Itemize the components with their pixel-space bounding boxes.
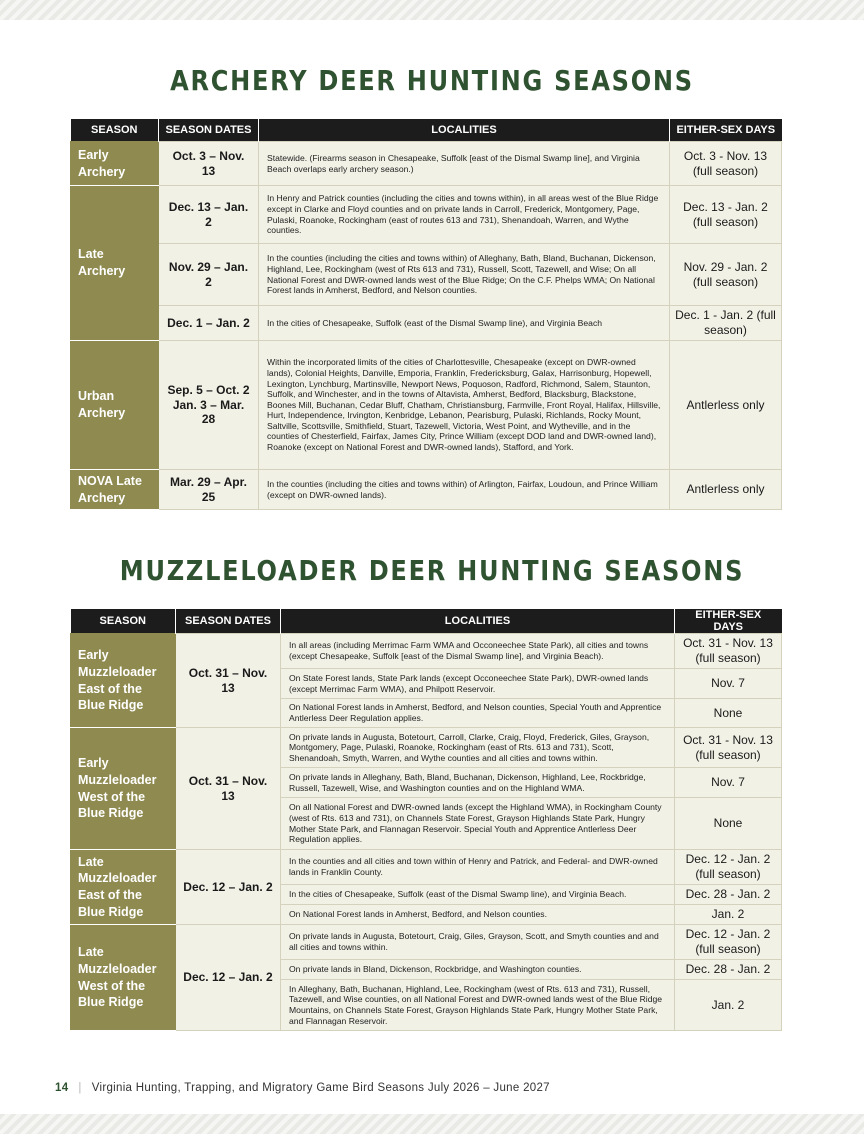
table-header-row: [71, 609, 782, 634]
either-sex-days: None: [675, 699, 782, 728]
either-sex-days: Oct. 31 - Nov. 13 (full season): [675, 634, 782, 669]
season-name: NOVA Late Archery: [71, 470, 159, 510]
table-row: [71, 850, 782, 885]
season-dates: Oct. 31 – Nov. 13: [176, 728, 281, 850]
season-name: Late Archery: [71, 186, 159, 341]
season-name: Late Muzzleloader East of the Blue Ridge: [71, 850, 176, 925]
either-sex-days: Jan. 2: [675, 905, 782, 925]
season-name: Early Archery: [71, 142, 159, 186]
muzzleloader-section-title: MUZZLELOADER DEER HUNTING SEASONS: [119, 554, 745, 587]
localities-cell: In the counties (including the cities and towns within) of Alleghany, Bath, Bland, Buchanan, Dickenson, Highland, Lee, Rockingham (west of Rts 613 and 731), Russell, Scott, Tazewell, and Wise; On all National Forest and DWR-owned lands west of the Blue Ridge; On the C.F. Phelps WMA; On National Forest lands in Amherst, Bedford, and Nelson counties.: [259, 244, 670, 306]
table-row: [71, 728, 782, 768]
localities-cell: Statewide. (Firearms season in Chesapeake, Suffolk [east of the Dismal Swamp line], and Virginia Beach overlaps early archery season.): [259, 142, 670, 186]
header-localities: LOCALITIES: [259, 119, 670, 142]
header-either-sex-days: EITHER-SEX DAYS: [675, 609, 782, 634]
footer-separator: |: [78, 1082, 82, 1094]
localities-cell: On State Forest lands, State Park lands (except Occoneechee State Park), DWR-owned lands (except Merrimac Farm WMA), and Philpott Reservoir.: [281, 669, 675, 699]
either-sex-days: Jan. 2: [675, 980, 782, 1031]
localities-cell: In Henry and Patrick counties (including the cities and towns within), in all areas west of the Blue Ridge except in Clarke and Floyd counties and on private lands in Carroll, Frederick, Montgomery, Page, Pulaski, Roanoke, Rockingham (east of routes 613 and 731), Shenandoah, Warren, and Wythe counties.: [259, 186, 670, 244]
header-season-dates: SEASON DATES: [159, 119, 259, 142]
season-name: Early Muzzleloader West of the Blue Ridge: [71, 728, 176, 850]
localities-cell: On private lands in Bland, Dickenson, Rockbridge, and Washington counties.: [281, 960, 675, 980]
header-either-sex-days: EITHER-SEX DAYS: [670, 119, 782, 142]
archery-section-title: ARCHERY DEER HUNTING SEASONS: [170, 64, 694, 97]
season-dates: Dec. 13 – Jan. 2: [159, 186, 259, 244]
season-dates: Oct. 3 – Nov. 13: [159, 142, 259, 186]
localities-cell: On private lands in Augusta, Botetourt, Craig, Giles, Grayson, Scott, and Smyth counties and and all cities and towns within.: [281, 925, 675, 960]
header-season: SEASON: [71, 119, 159, 142]
season-dates: Dec. 12 – Jan. 2: [176, 850, 281, 925]
season-dates: [159, 341, 259, 470]
localities-cell: On National Forest lands in Amherst, Bedford, and Nelson counties.: [281, 905, 675, 925]
table-row: [71, 244, 782, 306]
localities-cell: On private lands in Augusta, Botetourt, Carroll, Clarke, Craig, Floyd, Frederick, Giles, Grayson, Montgomery, Page, Pulaski, Roanoke, Rockingham (east of Rts. 613 and 731), Scott, Shenandoah, Smyth, Warren, and Wythe counties and all cities and towns within.: [281, 728, 675, 768]
localities-cell: In the cities of Chesapeake, Suffolk (east of the Dismal Swamp line), and Virginia Beach: [259, 306, 670, 341]
localities-cell: Within the incorporated limits of the cities of Charlottesville, Chesapeake (except on DWR-owned lands), Colonial Heights, Danville, Emporia, Franklin, Fredericksburg, Galax, Harrisonburg, Hopewell, Lexington, Lynchburg, Martinsville, Newport News, Poquoson, Radford, Richmond, Salem, Staunton, Suffolk, and Winchester, and in the towns of Altavista, Amherst, Bedford, Blacksburg, Blackstone, Boones Mill, Buchanan, Cedar Bluff, Chatham, Christiansburg, Farmville, Front Royal, Halifax, Hillsville, Hurt, Independence, Irvington, Kenbridge, Lebanon, Pearisburg, Pulaski, Richlands, Rocky Mount, Saltville, Scottsville, Smithfield, Stuart, Tazewell, Victoria, West Point, and Wytheville, and in the counties of Chesterfield, Fairfax, James City, Prince William (except DOD land and DWR-owned land), Roanoke (except on National Forest and DWR-owned lands), Stafford, and York.: [259, 341, 670, 470]
table-row: [71, 634, 782, 669]
archery-seasons-table: [70, 119, 782, 510]
season-dates-line-1: Sep. 5 – Oct. 2: [167, 382, 250, 397]
season-dates: Oct. 31 – Nov. 13: [176, 634, 281, 728]
either-sex-days: Dec. 13 - Jan. 2 (full season): [670, 186, 782, 244]
season-dates: Dec. 1 – Jan. 2: [159, 306, 259, 341]
season-name: Urban Archery: [71, 341, 159, 470]
top-decorative-stripe: [0, 0, 864, 20]
either-sex-days: Nov. 7: [675, 768, 782, 798]
either-sex-days: Oct. 31 - Nov. 13 (full season): [675, 728, 782, 768]
table-row: [71, 925, 782, 960]
muzzleloader-seasons-table: [70, 609, 782, 1031]
either-sex-days: Dec. 12 - Jan. 2 (full season): [675, 925, 782, 960]
localities-cell: In the counties and all cities and town within of Henry and Patrick, and Federal- and DWR-owned lands in Franklin County.: [281, 850, 675, 885]
localities-cell: In all areas (including Merrimac Farm WMA and Occoneechee State Park), all cities and towns (except Chesapeake, Suffolk [east of the Dismal Swamp line], and Virginia Beach).: [281, 634, 675, 669]
either-sex-days: Antlerless only: [670, 341, 782, 470]
either-sex-days: None: [675, 798, 782, 850]
either-sex-days: Dec. 28 - Jan. 2: [675, 960, 782, 980]
table-row: [71, 142, 782, 186]
either-sex-days: Nov. 29 - Jan. 2 (full season): [670, 244, 782, 306]
either-sex-days: Dec. 12 - Jan. 2 (full season): [675, 850, 782, 885]
header-season-dates: SEASON DATES: [176, 609, 281, 634]
season-name: Early Muzzleloader East of the Blue Ridge: [71, 634, 176, 728]
table-row: [71, 306, 782, 341]
table-row: [71, 341, 782, 470]
season-dates-line-2: Jan. 3 – Mar. 28: [172, 397, 245, 427]
localities-cell: On National Forest lands in Amherst, Bedford, and Nelson counties, Special Youth and Apprentice Antlerless Deer Regulation applies.: [281, 699, 675, 728]
page-footer: [55, 1082, 550, 1094]
header-season: SEASON: [71, 609, 176, 634]
either-sex-days: Nov. 7: [675, 669, 782, 699]
localities-cell: On private lands in Alleghany, Bath, Bland, Buchanan, Dickenson, Highland, Lee, Rockbridge, Russell, Tazewell, Wise, and Washington counties and on the Highland WMA.: [281, 768, 675, 798]
header-localities: LOCALITIES: [281, 609, 675, 634]
either-sex-days: Oct. 3 - Nov. 13 (full season): [670, 142, 782, 186]
either-sex-days: Antlerless only: [670, 470, 782, 510]
localities-cell: In the counties (including the cities and towns within) of Arlington, Fairfax, Loudoun, and Prince William (except on DWR-owned lands).: [259, 470, 670, 510]
localities-cell: In Alleghany, Bath, Buchanan, Highland, Lee, Rockingham (west of Rts. 613 and 731), Russell, Tazewell, and Wise counties, on all National Forest and DWR-owned lands west of the Blue Ridge Mountains, on Channels State Forest, Grayson Highlands State Park, Hungry Mother State Park, and Flannagan Reservoir.: [281, 980, 675, 1031]
either-sex-days: Dec. 28 - Jan. 2: [675, 885, 782, 905]
publication-title: Virginia Hunting, Trapping, and Migratory Game Bird Seasons July 2026 – June 2027: [91, 1082, 550, 1094]
bottom-decorative-stripe: [0, 1114, 864, 1134]
table-row: [71, 186, 782, 244]
season-dates: Nov. 29 – Jan. 2: [159, 244, 259, 306]
either-sex-days: Dec. 1 - Jan. 2 (full season): [670, 306, 782, 341]
table-row: [71, 470, 782, 510]
localities-cell: In the cities of Chesapeake, Suffolk (east of the Dismal Swamp line), and Virginia Beach.: [281, 885, 675, 905]
localities-cell: On all National Forest and DWR-owned lands (except the Highland WMA), in Rockingham County (west of Rts. 613 and 731), on Channels State Forest, Grayson Highlands State Park, Hungry Mother State Park, and Flannagan Reservoir. Special Youth and Apprentice Antlerless Deer Regulation applies.: [281, 798, 675, 850]
season-dates: Dec. 12 – Jan. 2: [176, 925, 281, 1031]
season-dates: Mar. 29 – Apr. 25: [159, 470, 259, 510]
season-name: Late Muzzleloader West of the Blue Ridge: [71, 925, 176, 1031]
page-number: 14: [55, 1082, 69, 1094]
table-header-row: [71, 119, 782, 142]
